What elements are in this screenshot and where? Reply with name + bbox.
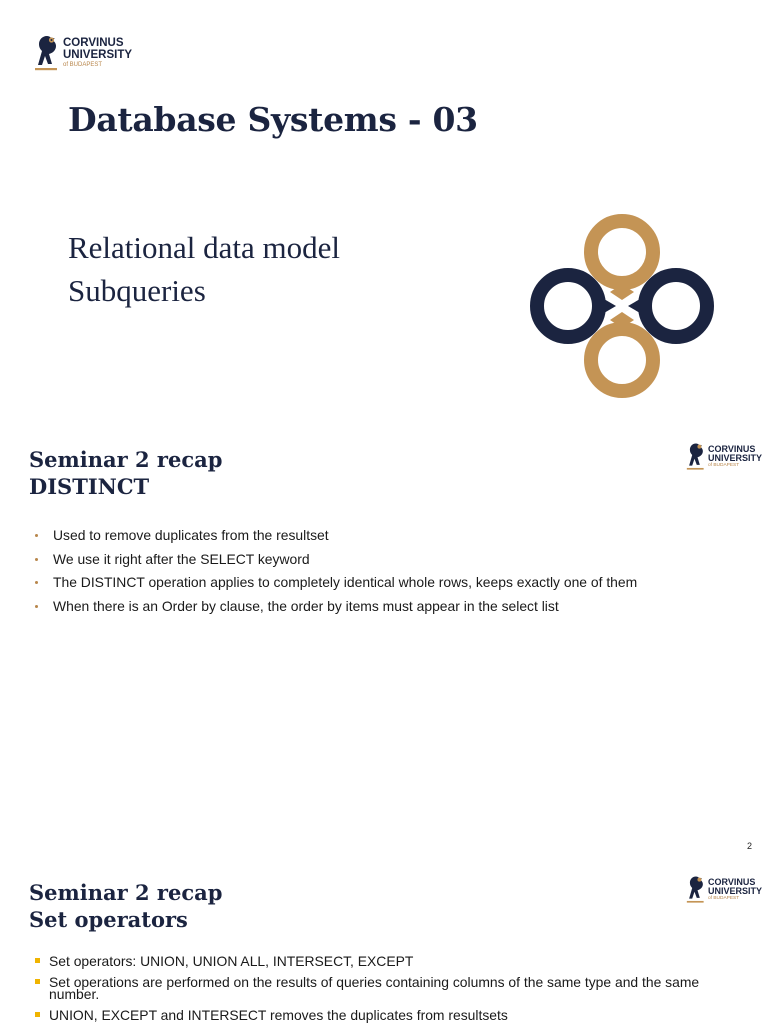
title-slide: [0, 0, 768, 420]
raven-icon: [686, 442, 706, 471]
subtitle-line-2: Subqueries: [68, 273, 206, 308]
interlocking-rings-icon: [530, 214, 716, 400]
corvinus-logo: [686, 875, 762, 904]
presentation-subtitle: [68, 226, 340, 312]
logo-line-1: CORVINUS: [708, 877, 756, 887]
presentation-title: Database Systems - 03: [68, 100, 478, 139]
bullet-item: [34, 548, 637, 572]
bullet-square-icon: [35, 979, 40, 984]
bullet-dot-icon: [35, 581, 38, 584]
logo-line-2: UNIVERSITY: [708, 453, 763, 463]
bullet-text: When there is an Order by clause, the order by items must appear in the select list: [53, 597, 559, 614]
slide-title-line-2: DISTINCT: [29, 474, 150, 499]
bullet-text: Set operators: UNION, UNION ALL, INTERSECT, EXCEPT: [49, 953, 414, 969]
slide-title-line-2: Set operators: [29, 907, 188, 932]
set-operators-slide: [0, 860, 768, 1024]
corvinus-logo: [686, 442, 762, 471]
logo-line-3: of BUDAPEST: [708, 896, 740, 901]
bullet-dot-icon: [35, 558, 38, 561]
bullet-list: [34, 955, 714, 1024]
bullet-item: [34, 955, 714, 967]
logo-line-2: UNIVERSITY: [708, 886, 763, 896]
slide-title-line-1: Seminar 2 recap: [29, 880, 223, 905]
bullet-dot-icon: [35, 605, 38, 608]
bullet-dot-icon: [35, 534, 38, 537]
distinct-slide: [0, 420, 768, 860]
logo-line-2: UNIVERSITY: [63, 48, 133, 61]
slide-title: [29, 446, 222, 500]
bullet-item: [34, 571, 637, 595]
bullet-list: [34, 524, 637, 618]
logo-line-3: of BUDAPEST: [63, 62, 103, 68]
logo-line-1: CORVINUS: [63, 37, 124, 49]
subtitle-line-1: Relational data model: [68, 230, 341, 265]
page-number: 2: [746, 841, 752, 851]
bullet-text: UNION, EXCEPT and INTERSECT removes the duplicates from resultsets: [49, 1007, 508, 1023]
bullet-item: [34, 595, 637, 619]
bullet-item: [34, 524, 637, 548]
logo-line-3: of BUDAPEST: [708, 463, 740, 468]
slide-title-line-1: Seminar 2 recap: [29, 447, 223, 472]
bullet-square-icon: [35, 958, 40, 963]
bullet-square-icon: [35, 1012, 40, 1017]
bullet-item: [34, 976, 714, 1000]
raven-icon: [34, 34, 60, 72]
bullet-text: Used to remove duplicates from the resultset: [53, 527, 329, 543]
bullet-text: Set operations are performed on the results of queries containing columns of the same type and the same number.: [49, 974, 700, 1002]
logo-line-1: CORVINUS: [708, 444, 756, 454]
bullet-text: We use it right after the SELECT keyword: [53, 550, 310, 567]
raven-icon: [686, 875, 706, 904]
corvinus-logo: [34, 34, 132, 72]
bullet-item: [34, 1009, 714, 1021]
bullet-text: The DISTINCT operation applies to completely identical whole rows, keeps exactly one of them: [53, 574, 638, 590]
slide-title: [29, 879, 222, 933]
